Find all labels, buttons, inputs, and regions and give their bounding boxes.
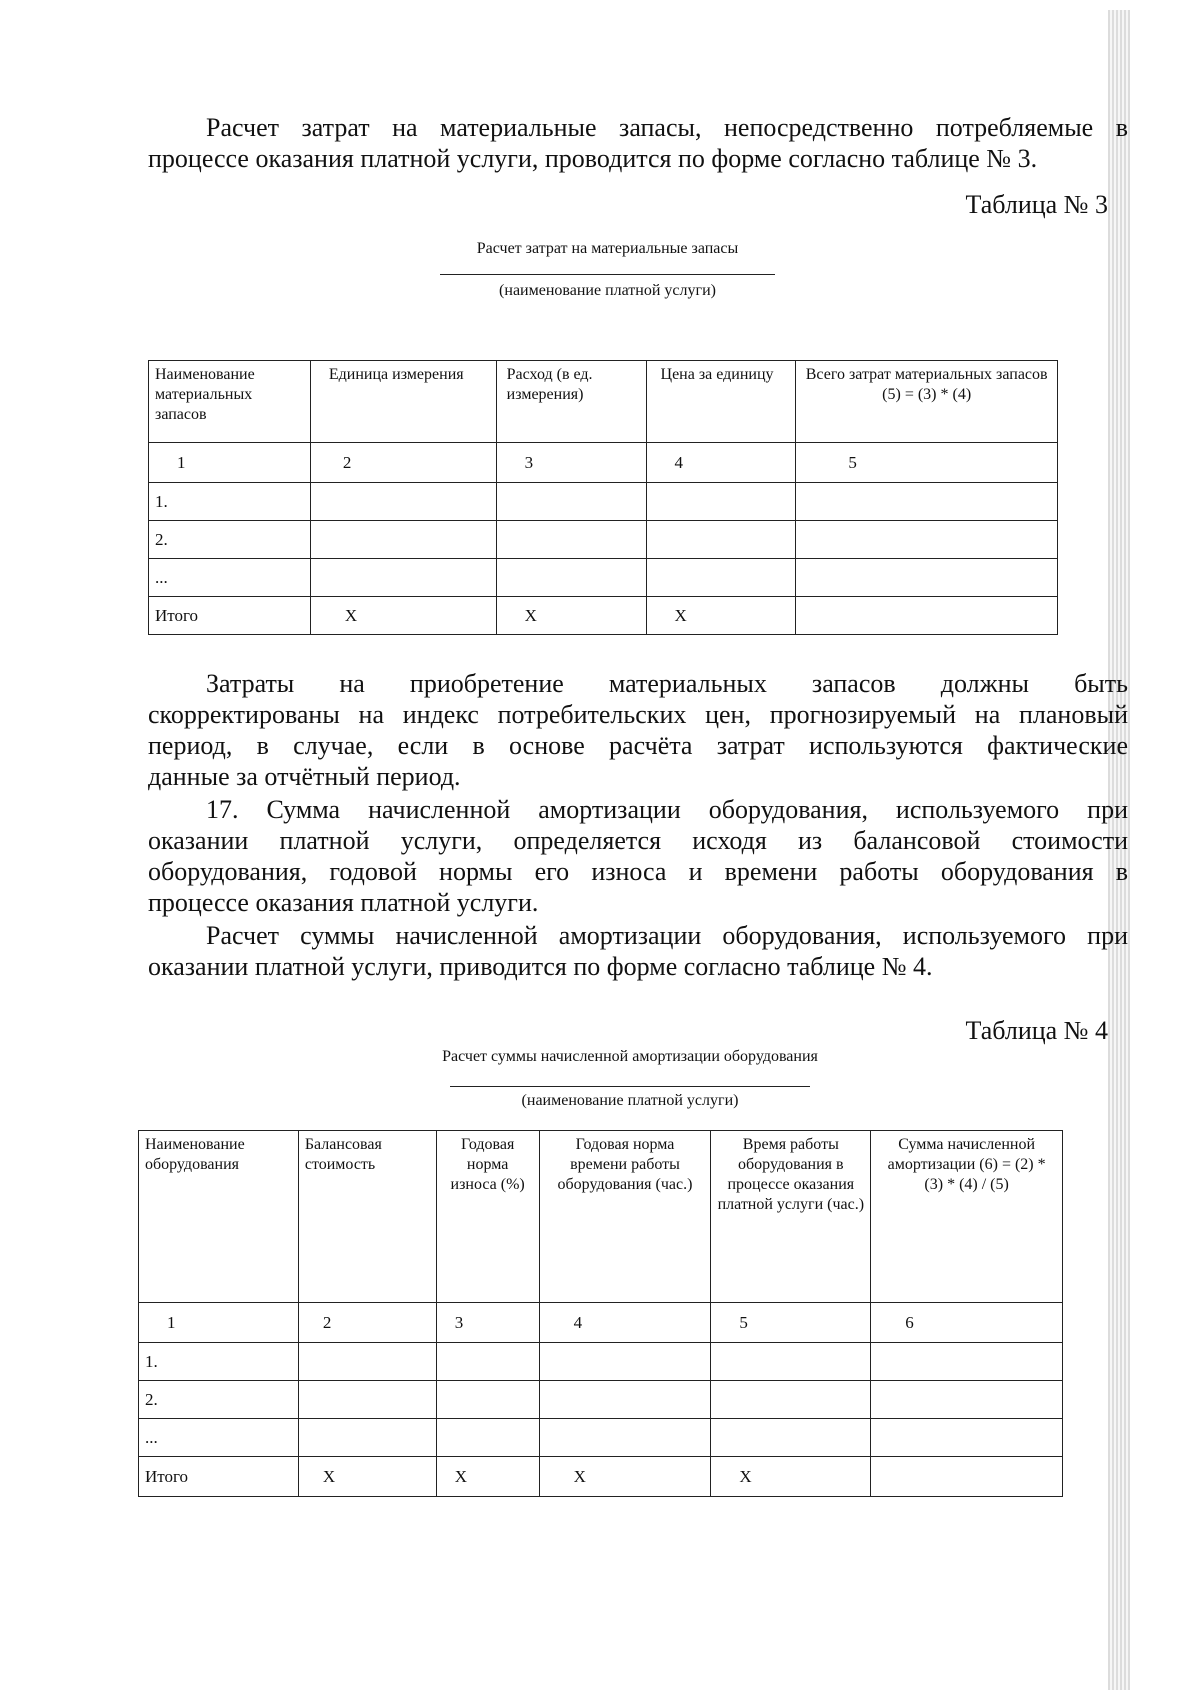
table-cell: [711, 1343, 871, 1381]
calc-line-2: оказании платной услуги, приводится по форме согласно таблице № 4.: [148, 952, 933, 981]
p17-line-3: оборудования, годовой нормы его износа и времени работы оборудования в: [148, 857, 1128, 886]
table3-number-cell: 1: [149, 443, 311, 483]
table-row: [149, 559, 1058, 597]
table3-number-cell: 3: [496, 443, 646, 483]
table4-header-row: [139, 1131, 1063, 1303]
table3-total-cell: [796, 597, 1058, 635]
table-cell: [871, 1381, 1063, 1419]
table3-number-cell: 5: [796, 443, 1058, 483]
table3-total-cell: X: [496, 597, 646, 635]
table4-number-row: [139, 1303, 1063, 1343]
intro-line-1: Расчет затрат на материальные запасы, непосредственно потребляемые в: [206, 113, 1128, 142]
paragraph-17: [148, 794, 1128, 918]
costs-line-1: Затраты на приобретение материальных запасов должны быть: [206, 669, 1128, 698]
table-cell: [646, 483, 796, 521]
p17-line-2: оказании платной услуги, определяется исходя из балансовой стоимости: [148, 826, 1128, 855]
table4-header-cell: Годовая норма времени работы оборудования (час.): [539, 1131, 711, 1303]
table-cell: [496, 521, 646, 559]
table4-total-cell: X: [298, 1457, 436, 1497]
table-row: [139, 1381, 1063, 1419]
table4: [138, 1130, 1063, 1497]
table-cell: [871, 1419, 1063, 1457]
table3-total-row: [149, 597, 1058, 635]
table-cell: [539, 1419, 711, 1457]
table3-header-cell: Цена за единицу: [646, 361, 796, 443]
table3-total-cell: X: [310, 597, 496, 635]
table-cell: [298, 1381, 436, 1419]
table-cell: [436, 1381, 539, 1419]
costs-paragraph: [148, 668, 1128, 792]
table4-caption: Расчет суммы начисленной амортизации оборудования: [442, 1048, 818, 1065]
table4-total-label: Итого: [139, 1457, 299, 1497]
p17-line-4: процессе оказания платной услуги.: [148, 888, 539, 917]
intro-paragraph: [148, 112, 1128, 174]
table4-row-label: 1.: [139, 1343, 299, 1381]
table-row: [139, 1343, 1063, 1381]
table3-number-cell: 2: [310, 443, 496, 483]
table3-subcaption: (наименование платной услуги): [499, 282, 716, 299]
table-cell: [436, 1419, 539, 1457]
table4-row-label: 2.: [139, 1381, 299, 1419]
table4-total-cell: [871, 1457, 1063, 1497]
table-cell: [646, 559, 796, 597]
costs-line-3: период, в случае, если в основе расчёта затрат используются фактические: [148, 731, 1128, 760]
table3-total-cell: X: [646, 597, 796, 635]
intro-line-2: процессе оказания платной услуги, проводится по форме согласно таблице № 3.: [148, 144, 1038, 173]
table-cell: [298, 1343, 436, 1381]
table4-header-cell: Годовая норма износа (%): [436, 1131, 539, 1303]
table4-number-cell: 4: [539, 1303, 711, 1343]
table3-row-label: 2.: [149, 521, 311, 559]
table-cell: [539, 1381, 711, 1419]
table4-total-cell: X: [711, 1457, 871, 1497]
table-cell: [796, 483, 1058, 521]
table-cell: [796, 559, 1058, 597]
table-cell: [646, 521, 796, 559]
table3-caption: Расчет затрат на материальные запасы: [476, 240, 739, 257]
table3-number-row: [149, 443, 1058, 483]
table3-header-cell: Наименование материальных запасов: [149, 361, 311, 443]
table4-header-cell: Наименование оборудования: [139, 1131, 299, 1303]
table3-row-label: ...: [149, 559, 311, 597]
table4-service-line: [450, 1086, 810, 1087]
table4-number-cell: 5: [711, 1303, 871, 1343]
table-cell: [496, 483, 646, 521]
table-row: [149, 521, 1058, 559]
calc-line-1: Расчет суммы начисленной амортизации оборудования, используемого при: [206, 921, 1128, 950]
table4-row-label: ...: [139, 1419, 299, 1457]
table-cell: [310, 559, 496, 597]
table4-header-cell: Сумма начисленной амортизации (6) = (2) * (3) * (4) / (5): [871, 1131, 1063, 1303]
table3-total-label: Итого: [149, 597, 311, 635]
table4-total-cell: X: [436, 1457, 539, 1497]
table3-service-line: [440, 274, 775, 275]
table4-subcaption: (наименование платной услуги): [521, 1092, 739, 1109]
table3: [148, 360, 1058, 635]
table-cell: [871, 1343, 1063, 1381]
table4-total-cell: X: [539, 1457, 711, 1497]
costs-line-4: данные за отчётный период.: [148, 762, 461, 791]
table4-number-cell: 3: [436, 1303, 539, 1343]
table-cell: [711, 1419, 871, 1457]
table4-header-cell: Время работы оборудования в процессе оказания платной услуги (час.): [711, 1131, 871, 1303]
table-cell: [539, 1343, 711, 1381]
table4-number-cell: 1: [139, 1303, 299, 1343]
table-cell: [796, 521, 1058, 559]
p17-line-1: 17. Сумма начисленной амортизации оборудования, используемого при: [206, 795, 1128, 824]
table3-header-row: [149, 361, 1058, 443]
costs-line-2: скорректированы на индекс потребительских цен, прогнозируемый на плановый: [148, 700, 1128, 729]
table-cell: [298, 1419, 436, 1457]
table3-label: Таблица № 3: [965, 190, 1108, 219]
table4-label: Таблица № 4: [965, 1016, 1108, 1045]
table-row: [139, 1419, 1063, 1457]
table4-number-cell: 2: [298, 1303, 436, 1343]
table4-total-row: [139, 1457, 1063, 1497]
table-cell: [310, 483, 496, 521]
table3-row-label: 1.: [149, 483, 311, 521]
table-cell: [436, 1343, 539, 1381]
table3-header-cell: Расход (в ед. измерения): [496, 361, 646, 443]
table4-header-cell: Балансовая стоимость: [298, 1131, 436, 1303]
table3-header-cell: Единица измерения: [310, 361, 496, 443]
table-cell: [711, 1381, 871, 1419]
table3-header-cell: Всего затрат материальных запасов (5) = (3) * (4): [796, 361, 1058, 443]
table-row: [149, 483, 1058, 521]
calc-paragraph: [148, 920, 1128, 982]
table-cell: [310, 521, 496, 559]
table3-number-cell: 4: [646, 443, 796, 483]
table4-number-cell: 6: [871, 1303, 1063, 1343]
table-cell: [496, 559, 646, 597]
